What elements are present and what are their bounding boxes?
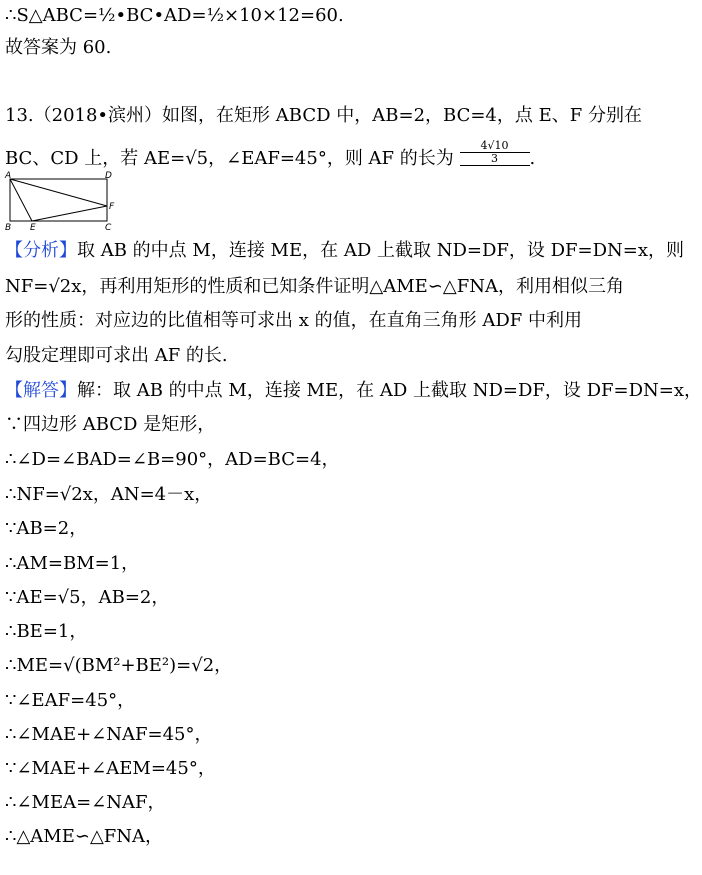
question-13-head: 13.（2018•滨州）如图，在矩形 ABCD 中，AB=2，BC=4，点 E、F 分别在 [5, 105, 642, 126]
step-line: ∵AB=2， [5, 518, 88, 539]
step-line: ∵四边形 ABCD 是矩形， [5, 414, 216, 435]
analysis-tag: 【分析】 [5, 240, 77, 261]
step-line: ∴AM=BM=1， [5, 553, 140, 574]
step-line: ∴∠MEA=∠NAF， [5, 792, 166, 813]
answer-blank [460, 140, 530, 166]
rect-abcd [10, 179, 107, 221]
analysis-line-2: NF=√2x，再利用矩形的性质和已知条件证明△AME∽△FNA，利用相似三角 [5, 276, 624, 297]
solution-text-1: 解：取 AB 的中点 M，连接 ME，在 AD 上截取 ND=DF，设 DF=DN=x， [77, 380, 702, 401]
label-a: A [5, 171, 12, 181]
answer-numerator: 4√10 [460, 140, 530, 153]
segment-ae [10, 179, 32, 221]
label-f: F [109, 202, 115, 212]
analysis-text-1: 取 AB 的中点 M，连接 ME，在 AD 上截取 ND=DF，设 DF=DN=x，则 [77, 240, 685, 261]
solution-line-1 [5, 380, 702, 402]
analysis-line-4: 勾股定理即可求出 AF 的长. [5, 345, 228, 366]
label-b: B [5, 223, 12, 233]
step-line: ∴NF=√2x，AN=4－x， [5, 484, 213, 505]
label-d: D [105, 171, 112, 181]
question-13-end: . [529, 148, 536, 169]
step-line: ∴△AME∽△FNA， [5, 826, 164, 847]
solution-tag: 【解答】 [5, 380, 77, 401]
question-13-body [5, 140, 535, 170]
step-line: ∴BE=1， [5, 621, 88, 642]
label-e: E [30, 223, 36, 233]
segment-ef [32, 206, 107, 221]
step-line: ∴ME=√(BM²+BE²)=√2， [5, 655, 233, 676]
label-c: C [105, 223, 112, 233]
rectangle-figure [2, 170, 122, 232]
step-line: ∴∠D=∠BAD=∠B=90°，AD=BC=4， [5, 449, 340, 470]
segment-af [10, 179, 107, 206]
prev-solution-line: ∴S△ABC=½•BC•AD=½×10×12=60. [5, 5, 344, 26]
question-13-text: BC、CD 上，若 AE=√5，∠EAF=45°，则 AF 的长为 [5, 148, 454, 169]
step-line: ∴∠MAE+∠NAF=45°， [5, 724, 213, 745]
step-line: ∵∠EAF=45°， [5, 690, 136, 711]
step-line: ∵AE=√5，AB=2， [5, 587, 170, 608]
step-line: ∵∠MAE+∠AEM=45°， [5, 758, 216, 779]
prev-answer-line: 故答案为 60. [5, 37, 112, 58]
analysis-line-3: 形的性质：对应边的比值相等可求出 x 的值，在直角三角形 ADF 中利用 [5, 310, 582, 331]
analysis-line-1 [5, 240, 684, 262]
answer-denominator: 3 [491, 152, 498, 165]
